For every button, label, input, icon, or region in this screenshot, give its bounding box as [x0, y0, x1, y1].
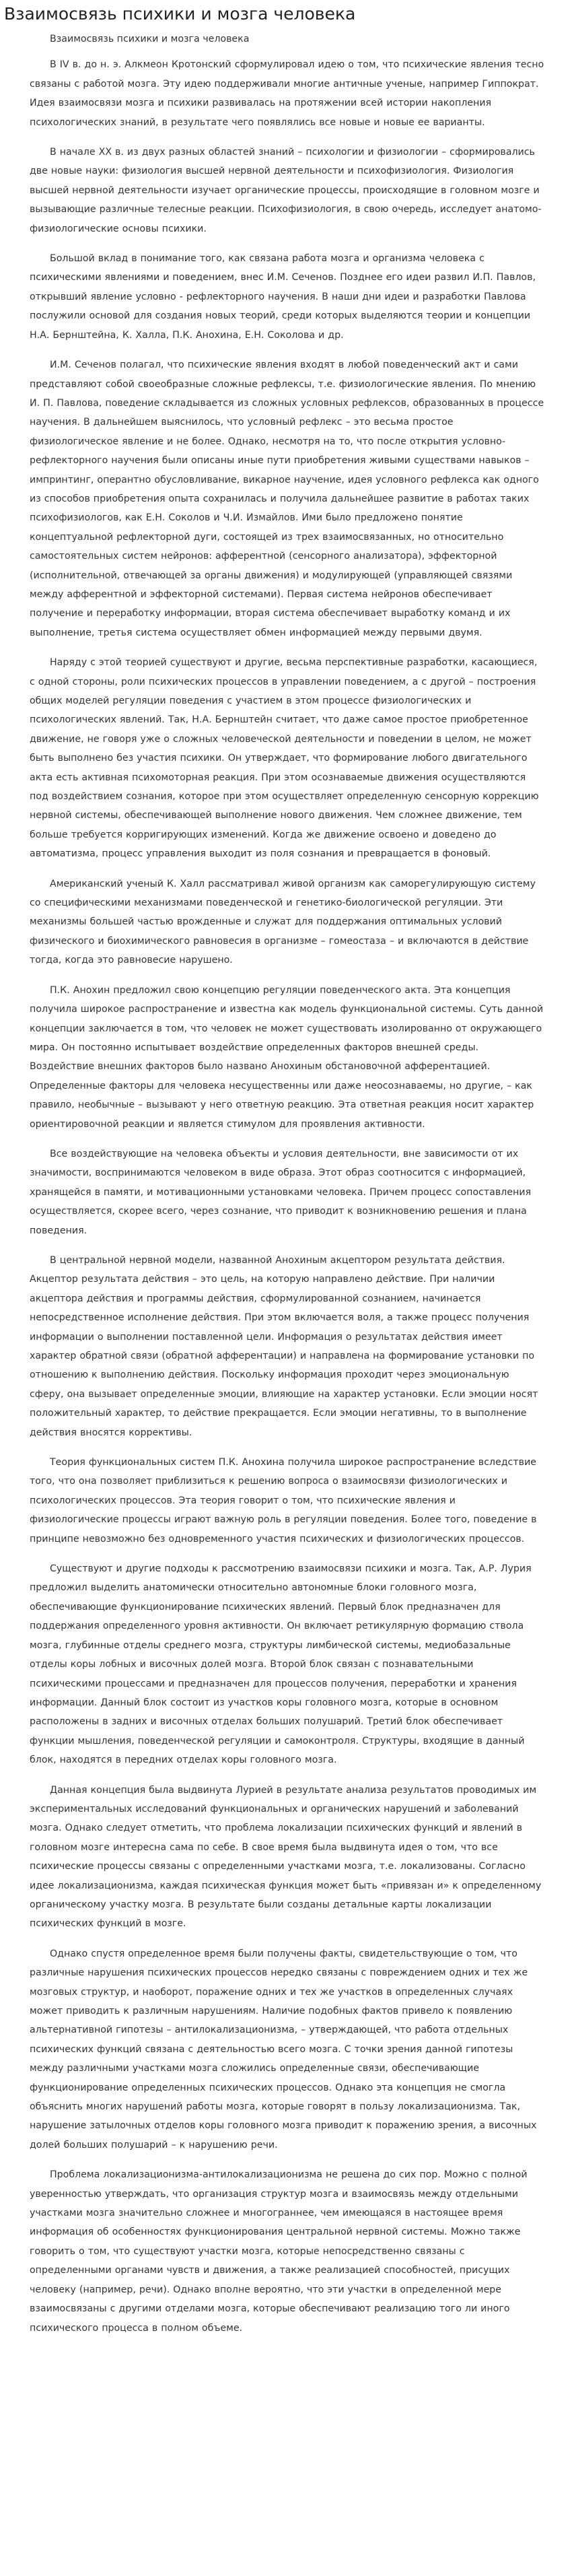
paragraph: Наряду с этой теорией существуют и другие, весьма перспективные разработки, касающиеся, с одной стороны, роли психических процессов в управлении поведением, а с другой – построения общих моделей регуляции поведения с участием в этом процессе физиологических и психологических явлений. Так, Н.А. Бернштейн считает, что даже самое простое приобретенное движение, не говоря уже о сложных человеческой деятельности и поведении в целом, не может быть выполнено без участия психики. Он утверждает, что формирование любого двигательного акта есть активная психомоторная реакция. При этом осознаваемые движения осуществляются под воздействием сознания, которое при этом осуществляет определенную сенсорную коррекцию нервной системы, обеспечивающей выполнение нового движения. Чем сложнее движение, тем больше требуется корригирующих изменений. Когда же движение освоено и доведено до автоматизма, процесс управления выходит из поля сознания и превращается в фоновый.	[30, 657, 539, 860]
paragraph: Большой вклад в понимание того, как связана работа мозга и организма человека с психическими явлениями и поведением, внес И.М. Сеченов. Позднее его идеи развил И.П. Павлов, открывший явление условно - рефлекторного научения. В наши дни идеи и разработки Павлова послужили основой для создания новых теорий, среди которых выделяются теории и концепции Н.А. Бернштейна, К. Халла, П.К. Анохина, Е.Н. Соколова и др.	[30, 253, 536, 341]
page-title: Взаимосвязь психики и мозга человека	[4, 4, 356, 24]
paragraph: И.М. Сеченов полагал, что психические явления входят в любой поведенческий акт и сами представляют собой своеобразные сложные рефлексы, т.е. физиологические явления. По мнению И. П. Павлова, поведение складывается из сложных условных рефлексов, образованных в процессе научения. В дальнейшем выяснилось, что условный рефлекс – это весьма простое физиологическое явление и не более. Однако, несмотря на то, что после открытия условно-рефлекторного научения были описаны иные пути приобретения живыми существами навыков – импринтинг, оперантно обусловливание, викарное научение, идея условного рефлекса как одного из способов приобретения опыта сохранилась и получила дальнейшее развитие в работах таких психофизиологов, как Е.Н. Соколов и Ч.И. Измайлов. Ими было предложено понятие концептуальной рефлекторной дуги, состоящей из трех взаимосвязанных, но относительно самостоятельных систем нейронов: афферентной (сенсорного анализатора), эффекторной (исполнительной, отвечающей за органы движения) и модулирующей (управляющей связями между афферентной и эффекторной системами). Первая система нейронов обеспечивает получение и переработку информации, вторая система обеспечивает выработку команд и их выполнение, третья система осуществляет обмен информацией между первыми двумя.	[30, 360, 544, 638]
paragraph: П.К. Анохин предложил свою концепцию регуляции поведенческого акта. Эта концепция получила широкое распространение и известна как модель функциональной системы. Суть данной концепции заключается в том, что человек не может существовать изолированно от окружающего мира. Он постоянно испытывает воздействие определенных факторов внешней среды. Воздействие внешних факторов было названо Анохиным обстановочной афферентацией. Определенные факторы для человека несущественны или даже неосознаваемы, но другие, – как правило, необычные – вызывают у него ответную реакцию. Эта ответная реакция носит характер ориентировочной реакции и является стимулом для проявления активности.	[30, 984, 544, 1130]
paragraph: Все воздействующие на человека объекты и условия деятельности, вне зависимости от их значимости, воспринимаются человеком в виде образа. Этот образ соотносится с информацией, хранящейся в памяти, и мотивационными установками человека. Причем процесс сопоставления осуществляется, скорее всего, через сознание, что приводит к возникновению решения и плана поведения.	[30, 1148, 532, 1236]
paragraph: В начале XX в. из двух разных областей знаний – психологии и физиологии – сформировались две новые науки: физиология высшей нервной деятельности и психофизиология. Физиология высшей нервной деятельности изучает органические процессы, происходящие в головном мозге и вызывающие различные телесные реакции. Психофизиология, в свою очередь, исследует анатомо-физиологические основы психики.	[30, 147, 542, 234]
paragraph: В центральной нервной модели, названной Анохиным акцептором результата действия. Акцептор результата действия – это цель, на которую направлено действие. При наличии акцептора действия и программы действия, сформулированной сознанием, начинается непосредственное исполнение действия. При этом включается воля, а также процесс получения информации о выполнении поставленной цели. Информация о результатах действия имеет характер обратной связи (обратной афферентации) и направлена на формирование установки по отношению к выполнению действия. Поскольку информация проходит через эмоциональную сферу, она вызывает определенные эмоции, влияющие на характер установки. Если эмоции носят положительный характер, то действие прекращается. Если эмоции негативны, то в выполнение действия вносятся коррективы.	[30, 1254, 538, 1438]
article-subtitle: Взаимосвязь психики и мозга человека	[50, 34, 250, 44]
paragraph: Данная концепция была выдвинута Лурией в результате анализа результатов проводимых им экспериментальных исследований функциональных и органических нарушений и заболеваний мозга. Однако следует отметить, что проблема локализации психических функций и явлений в головном мозге интересна сама по себе. В свое время была выдвинута идея о том, что все психические процессы связаны с определенными участками мозга, т.е. локализованы. Согласно идее локализационизма, каждая психическая функция может быть «привязан и» к определенному органическому участку мозга. В результате были созданы детальные карты локализации психических функций в мозге.	[30, 1784, 542, 1930]
paragraph: Теория функциональных систем П.К. Анохина получила широкое распространение вследствие того, что она позволяет приблизиться к решению вопроса о взаимосвязи физиологических и психологических процессов. Эта теория говорит о том, что психические явления и физиологические процессы играют важную роль в регуляции поведения. Более того, поведение в принципе невозможно без одновременного участия психических и физиологических процессов.	[30, 1457, 537, 1545]
paragraph: Проблема локализационизма-антилокализационизма не решена до сих пор. Можно с полной уверенностью утверждать, что организация структур мозга и взаимосвязь между отдельными участками мозга значительно сложнее и многограннее, чем имеющаяся в настоящее время информация об особенностях функционирования центральной нервной системы. Можно также говорить о том, что существуют участки мозга, которые непосредственно связаны с определенными органами чувств и движения, а также реализацией способностей, присущих человеку (например, речи). Однако вполне вероятно, что эти участки в определенной мере взаимосвязаны с другими отделами мозга, которые обеспечивают реализацию того ли иного психического процесса в полном объеме.	[30, 2169, 528, 2334]
paragraph: Американский ученый К. Халл рассматривал живой организм как саморегулирующую систему со специфическими механизмами поведенческой и генетико-биологической регуляции. Эти механизмы большей частью врожденные и служат для поддержания оптимальных условий физического и биохимического равновесия в организме – гомеостаза – и включаются в действие тогда, когда это равновесие нарушено.	[30, 878, 536, 966]
paragraph: Существуют и другие подходы к рассмотрению взаимосвязи психики и мозга. Так, А.Р. Лурия предложил выделить анатомически относительно автономные блоки головного мозга, обеспечивающие функционирование психических явлений. Первый блок предназначен для поддержания определенного уровня активности. Он включает ретикулярную формацию ствола мозга, глубинные отделы среднего мозга, структуры лимбической системы, медиобазальные отделы коры лобных и височных долей мозга. Второй блок связан с познавательными психическими процессами и предназначен для процессов получения, переработки и хранения информации. Данный блок состоит из участков коры головного мозга, которые в основном расположены в задних и височных отделах больших полушарий. Третий блок обеспечивает функции мышления, поведенческой регуляции и самоконтроля. Структуры, входящие в данный блок, находятся в передних отделах коры головного мозга.	[30, 1563, 532, 1766]
paragraph: В IV в. до н. э. Алкмеон Кротонский сформулировал идею о том, что психические явления тесно связаны с работой мозга. Эту идею поддерживали многие античные ученые, например Гиппократ. Идея взаимосвязи мозга и психики развивалась на протяжении всей истории накопления психологических знаний, в результате чего появлялись все новые и новые ее варианты.	[30, 59, 544, 128]
paragraph: Однако спустя определенное время были получены факты, свидетельствующие о том, что различные нарушения психических процессов нередко связаны с повреждением одних и тех же мозговых структур, и наоборот, поражение одних и тех же участков в определенных случаях может приводить к различным нарушениям. Наличие подобных фактов привело к появлению альтернативной гипотезы – антилокализационизма, – утверждающей, что работа отдельных психических функций связана с деятельностью всего мозга. С точки зрения данной гипотезы между различными участками мозга сложились определенные связи, обеспечивающие функционирование определенных психических процессов. Однако эта концепция не смогла объяснить многих нарушений работы мозга, которые говорят в пользу локализационизма. Так, нарушение затылочных отделов коры головного мозга приводит к поражению зрения, а височных долей больших полушарий – к нарушению речи.	[30, 1948, 537, 2150]
article-body	[0, 30, 570, 2338]
